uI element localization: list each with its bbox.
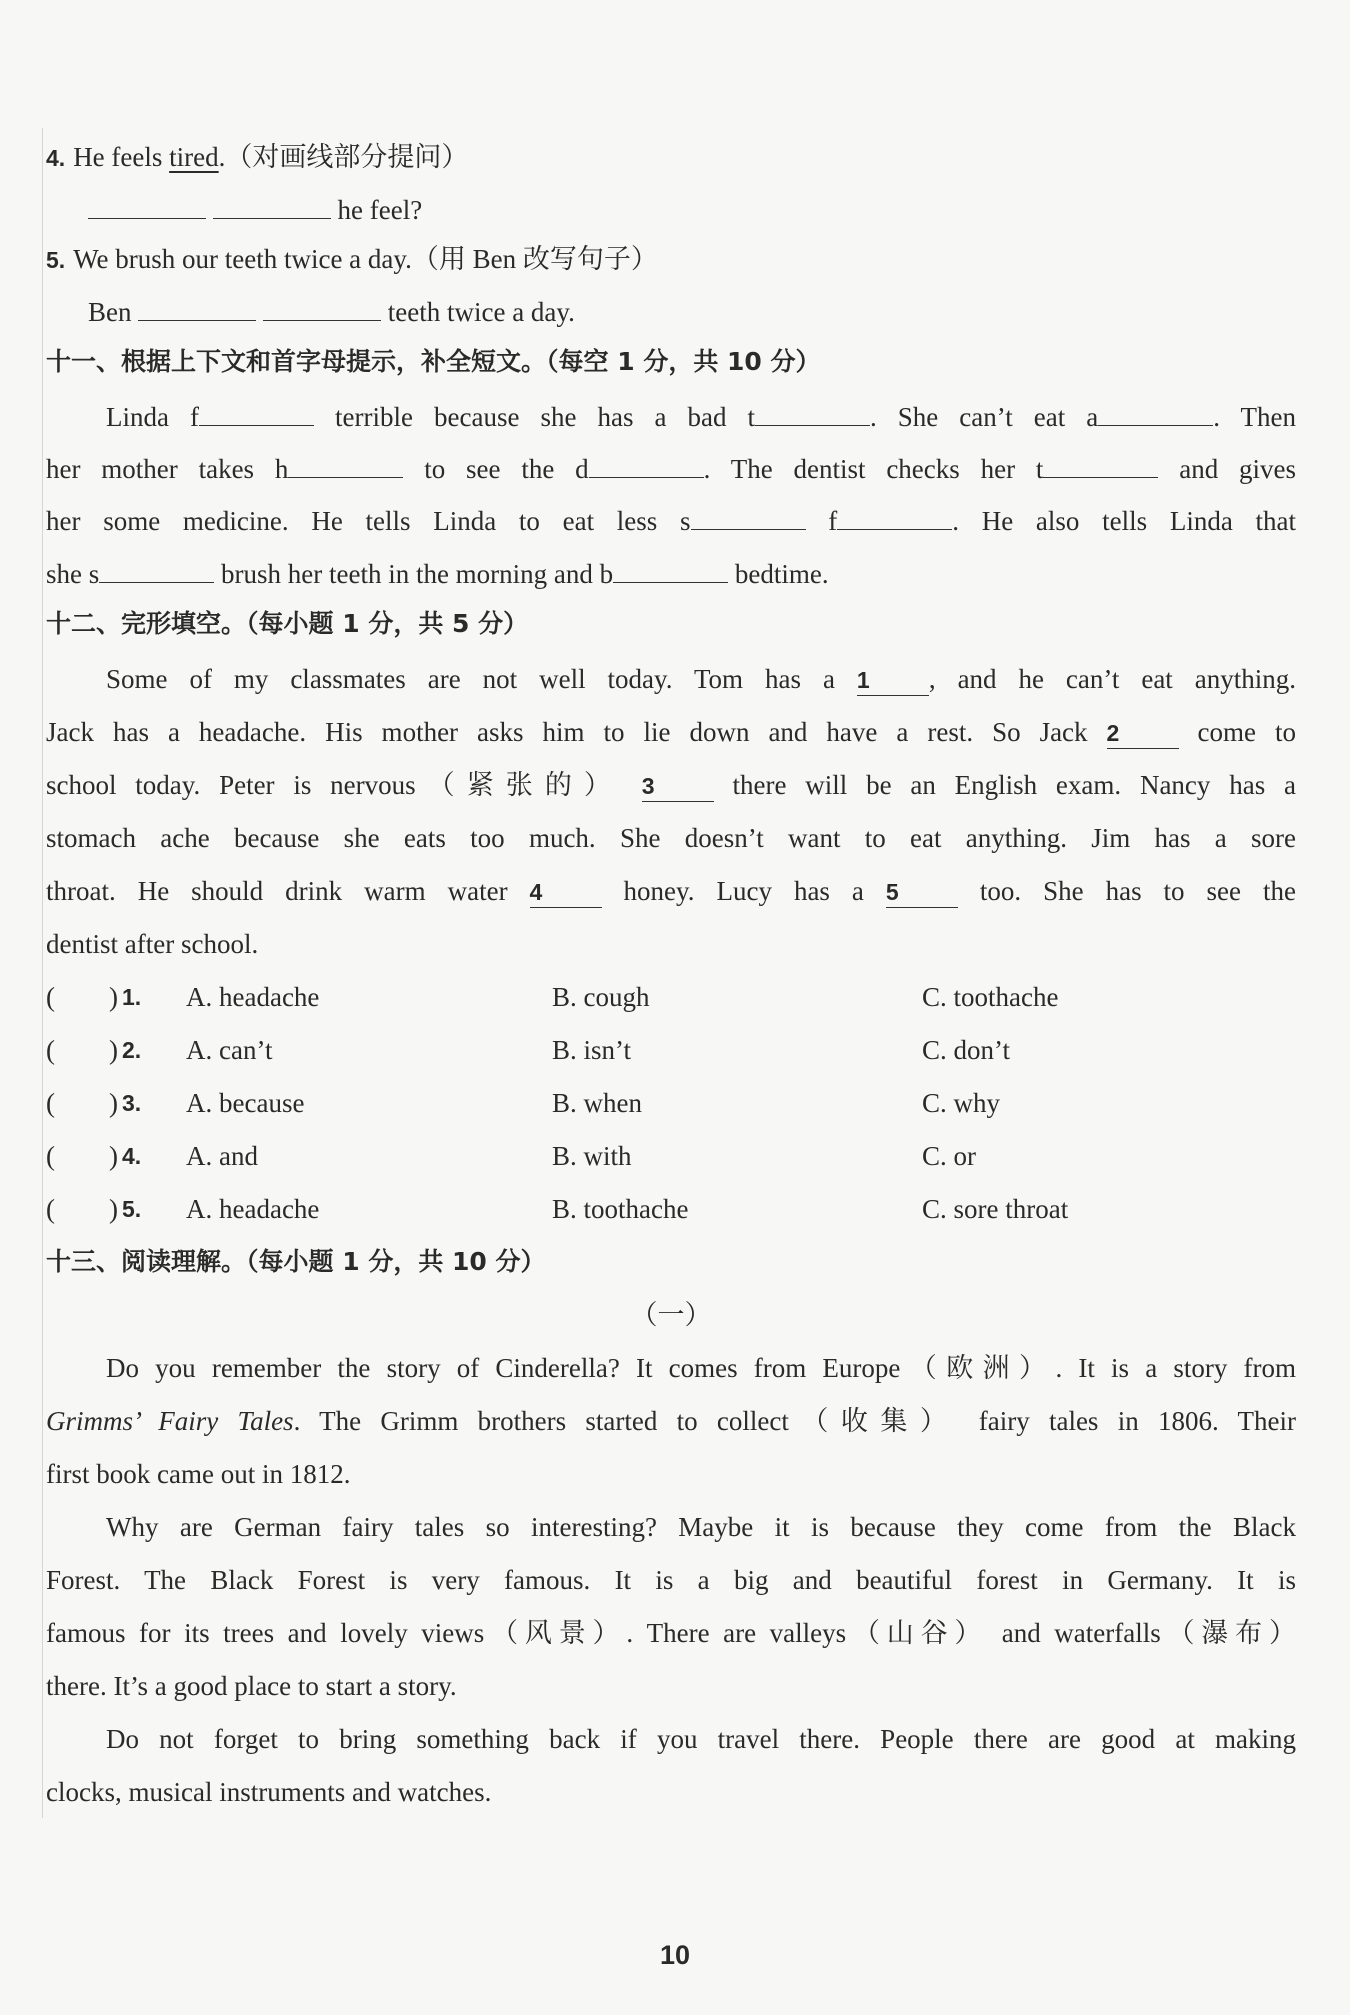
reading-part-label: （一）: [630, 1300, 712, 1330]
answer-blank[interactable]: [263, 290, 381, 321]
cloze-line: her some medicine. He tells Linda to eat less s f . He also tells Linda that: [46, 499, 1296, 541]
answer-blank[interactable]: [1043, 447, 1158, 478]
answer-blank[interactable]: [837, 499, 952, 530]
reading-line: Do you remember the story of Cinderella? It comes from Europe（欧洲）. It is a story from: [106, 1353, 1296, 1383]
option-c: C. why: [922, 1088, 1001, 1118]
cloze-number: 2: [1107, 718, 1179, 749]
reading-line: Grimms’ Fairy Tales. The Grimm brothers started to collect（收集） fairy tales in 1806. Their: [46, 1406, 1296, 1436]
option-a: A. because: [186, 1088, 305, 1118]
answer-bracket[interactable]: ( ): [46, 982, 118, 1012]
answer-blank[interactable]: [613, 552, 728, 583]
answer-blank[interactable]: [691, 499, 806, 530]
cloze-line: her mother takes h to see the d . The dentist checks her t and gives: [46, 447, 1296, 489]
answer-blank[interactable]: [755, 395, 870, 426]
cloze-number: 5: [886, 877, 958, 908]
answer-blank[interactable]: [99, 552, 214, 583]
question-5-answer: Ben teeth twice a day.: [46, 290, 1296, 332]
cloze-number: 1: [857, 665, 929, 696]
answer-blank[interactable]: [199, 395, 314, 426]
answer-blank[interactable]: [288, 447, 403, 478]
passage-line: Some of my classmates are not well today. Tom has a 1 , and he can’t eat anything.: [106, 664, 1296, 694]
cloze-line: Linda f terrible because she has a bad t . She can’t eat a . Then: [46, 395, 1296, 437]
option-b: B. toothache: [552, 1194, 689, 1224]
option-c: C. don’t: [922, 1035, 1011, 1065]
passage-line: school today. Peter is nervous（紧张的） 3 there will be an English exam. Nancy has a: [46, 770, 1296, 800]
option-a: A. can’t: [186, 1035, 273, 1065]
reading-line: famous for its trees and lovely views（风景）. There are valleys（山谷） and waterfalls（瀑布）: [46, 1618, 1296, 1648]
page-number: 10: [659, 1940, 691, 1970]
option-c: C. sore throat: [922, 1194, 1069, 1224]
margin-rule: [42, 128, 43, 1818]
question-4-answer: he feel?: [46, 188, 1296, 230]
passage-line: throat. He should drink warm water 4 honey. Lucy has a 5 too. She has to see the: [46, 876, 1296, 906]
option-c: C. or: [922, 1141, 976, 1171]
answer-blank[interactable]: [1098, 395, 1213, 426]
answer-bracket[interactable]: ( ): [46, 1035, 118, 1065]
reading-line: Forest. The Black Forest is very famous. It is a big and beautiful forest in Germany. It is: [46, 1565, 1296, 1595]
worksheet-page: 4. He feels tired.（对画线部分提问） he feel? 5. We brush our teeth twice a day.（用 Ben 改写句子） Ben teeth twice a day. 十一、根据上下文和首字母提示，补全短文。（每空 1 分，共 10 分） Linda f terrible because she has a bad t . She can’t eat a . Then her mother takes h to see the d . The dentist checks her t and gives her some medicine. He tells Linda to eat less s f . He also tells Linda that she s brush her teeth in the morning and b bedtime. 十二、完形填空。（每小题 1 分，共 5 分） Some of my classmates are not well today. Tom has a 1 , and he can’t eat anything. Jack has a headache. His mother asks him to lie down and have a rest. So Jack 2 come to school today. Peter is nervous（紧张的） 3 there will be an English exam. Nancy has a stomach ache because she eats too much. She doesn’t want to eat anything. Jim has a sore throat. He should drink warm water 4 honey. Lucy has a 5 too. She has to see the dentist after school. ( ) 1. A. headache B. cough C. toothache ( ) 2. A. can’t B. isn’t C. don’t ( ) 3. A. because B. when C. why ( ) 4. A. and B. with C. or ( ) 5. A. headache B. toothache C. sore throat 十三、阅读理解。（每小题 1 分，共 10 分） （一） Do you remember the story of Cinderella? It comes from Europe（欧洲）. It is a story from Grimms’ Fairy Tales. The Grimm brothers started to collect（收集） fairy tales in 1806. Their first book came out in 1812. Why are German fairy tales so interesting? Maybe it is because they come from the Black Forest. The Black Forest is very famous. It is a big and beautiful forest in Germany. It is famous for its trees and lovely views（风景）. There are valleys（山谷） and waterfalls（瀑布） there. It’s a good place to start a story. Do not forget to bring something back if you travel there. People there are good at making clocks, musical instruments and watches. 10: [0, 0, 1350, 2015]
answer-bracket[interactable]: ( ): [46, 1194, 118, 1224]
cloze-line: she s brush her teeth in the morning and b bedtime.: [46, 552, 1296, 594]
reading-line: clocks, musical instruments and watches.: [46, 1777, 492, 1807]
option-b: B. with: [552, 1141, 632, 1171]
option-b: B. when: [552, 1088, 642, 1118]
answer-bracket[interactable]: ( ): [46, 1088, 118, 1118]
answer-blank[interactable]: [88, 188, 206, 219]
book-title: Grimms’ Fairy Tales: [46, 1406, 294, 1436]
answer-bracket[interactable]: ( ): [46, 1141, 118, 1171]
question-5: 5. We brush our teeth twice a day.（用 Ben 改写句子）: [46, 244, 658, 274]
instruction-note: （用 Ben 改写句子）: [411, 244, 658, 274]
passage-line: stomach ache because she eats too much. She doesn’t want to eat anything. Jim has a sore: [46, 823, 1296, 853]
section-12-heading: 十二、完形填空。（每小题 1 分，共 5 分）: [46, 609, 529, 638]
answer-blank[interactable]: [138, 290, 256, 321]
passage-line: dentist after school.: [46, 929, 259, 959]
reading-line: first book came out in 1812.: [46, 1459, 351, 1489]
answer-blank[interactable]: [213, 188, 331, 219]
underlined-word: tired: [169, 142, 219, 172]
reading-line: Why are German fairy tales so interesting? Maybe it is because they come from the Black: [106, 1512, 1296, 1542]
instruction-note: （对画线部分提问）: [225, 142, 469, 172]
cloze-number: 3: [642, 771, 714, 802]
reading-line: there. It’s a good place to start a story.: [46, 1671, 457, 1701]
reading-line: Do not forget to bring something back if you travel there. People there are good at making: [106, 1724, 1296, 1754]
option-a: A. headache: [186, 1194, 320, 1224]
option-b: B. cough: [552, 982, 650, 1012]
option-c: C. toothache: [922, 982, 1059, 1012]
question-number: 4.: [46, 145, 66, 171]
option-a: A. and: [186, 1141, 258, 1171]
section-11-heading: 十一、根据上下文和首字母提示，补全短文。（每空 1 分，共 10 分）: [46, 347, 821, 376]
answer-blank[interactable]: [589, 447, 704, 478]
question-4: 4. He feels tired.（对画线部分提问）: [46, 142, 469, 172]
cloze-number: 4: [530, 877, 602, 908]
option-a: A. headache: [186, 982, 320, 1012]
passage-line: Jack has a headache. His mother asks him to lie down and have a rest. So Jack 2 come to: [46, 717, 1296, 747]
question-number: 5.: [46, 247, 66, 273]
option-b: B. isn’t: [552, 1035, 632, 1065]
section-13-heading: 十三、阅读理解。（每小题 1 分，共 10 分）: [46, 1247, 546, 1276]
